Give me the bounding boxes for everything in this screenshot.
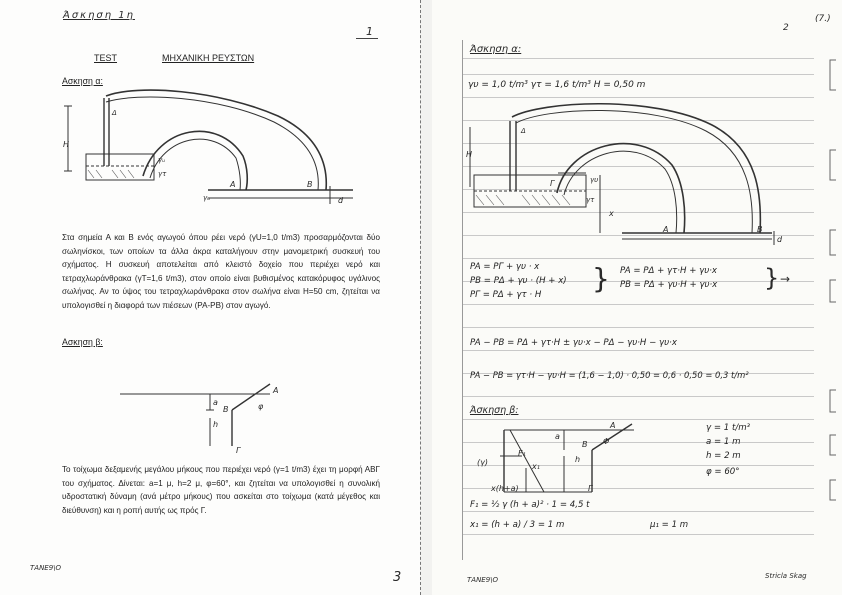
- right-footer-brand: Stricla Skag: [765, 572, 807, 580]
- exercise-a-text: Στα σημεία Α και Β ενός αγωγού όπου ρέει νερό (γU=1,0 t/m3) προσαρμόζονται δύο σωληνίσκοι, των οποίων τα άλλα άκρα καταλήγουν στην μανομετρική συσκευή του σχήματος. Η συσκευή αποτελείται από κλειστό δοχείο που περιέχει νερό και τετραχλωράνθρακα (γT=1,6 t/m3), στον οποίο είναι βυθισμένος κατακόρυφος υγάλινος σωλήνας. Αν το ύψος του τετραχλωράνθρακα στον σωλήνα είναι Η=50 cm, ζητείται να υπολογισθεί η διαφορά των πιέσεων (PA-PB) στον αγωγό.: [62, 233, 380, 310]
- ruled-line: [462, 304, 814, 305]
- subject-title: ΜΗΧΑΝΙΚΗ ΡΕΥΣΤΩΝ: [162, 53, 255, 63]
- fig-a-gamma-u-bottom: γᵤ: [203, 194, 210, 202]
- ruled-line: [462, 534, 814, 535]
- right-corner-mark: (7.): [815, 14, 831, 24]
- eq-b3: μ₁ = 1 m: [650, 520, 689, 530]
- right-exercise-b-title: Άσκηση β:: [470, 405, 519, 416]
- eq-1c: PΓ = PΔ + γτ · H: [470, 290, 542, 300]
- right-figure-b: [474, 420, 664, 510]
- fig-a-B: B: [307, 180, 313, 189]
- right-page-number: 2: [783, 23, 789, 33]
- exercise-b-text: Το τοίχωμα δεξαμενής μεγάλου μήκους που περιέχει νερό (γ=1 t/m3) έχει τη μορφή ΑΒΓ του σχήματος. Δίνεται: a=1 μ, h=2 μ, φ=60°, και ζητείται να υπολογισθεί η συνολική υδροστατική δύναμη (ανά μέτρο μήκους) που ασκείται στο τοίχωμα (κατά μέγεθος και διεύθυνση) και η ροπή αυτής ως πρός Γ.: [62, 465, 380, 515]
- fig-b-a: a: [213, 398, 218, 407]
- right-fig-b-h: h: [575, 455, 581, 464]
- eq-b2: x₁ = (h + a) / 3 = 1 m: [470, 520, 565, 530]
- given-values: γυ = 1,0 t/m³ γτ = 1,6 t/m³ H = 0,50 m: [468, 80, 646, 90]
- left-header: Άσκηση 1η: [63, 10, 135, 21]
- ruled-line: [462, 74, 814, 75]
- right-fig-delta: Δ: [521, 127, 526, 135]
- fig-b-B: B: [223, 405, 229, 414]
- left-footer: ΤΑΝΕ9\Ο: [30, 564, 62, 572]
- right-exercise-a-title: Άσκηση α:: [470, 44, 522, 55]
- right-fig-b-a: a: [555, 432, 560, 441]
- right-fig-b-G: Γ: [588, 484, 593, 493]
- arrow-icon: →: [780, 272, 791, 286]
- right-edge-marks: [822, 40, 842, 520]
- fig-b-G: Γ: [236, 446, 241, 455]
- right-fig-gamma-t: γτ: [586, 196, 595, 204]
- test-label: TEST: [94, 53, 118, 63]
- right-fig-gamma-u: γυ: [590, 176, 599, 184]
- right-fig-d: d: [777, 235, 783, 244]
- fig-b-h: h: [213, 420, 219, 429]
- right-fig-b-B: B: [582, 440, 588, 449]
- right-fig-b-A: A: [610, 421, 616, 430]
- ruled-line: [462, 327, 814, 328]
- eq-2: PA − PB = PΔ + γτ·H ± γυ·x − PΔ − γυ·H − γυ·x: [470, 338, 677, 348]
- given-b-phi: φ = 60°: [706, 467, 740, 477]
- eq-b1: F₁ = ½ γ (h + a)² · 1 = 4,5 t: [470, 500, 590, 510]
- eq-1b: PB = PΔ + γυ · (H + x): [470, 276, 567, 286]
- ruled-line: [462, 396, 814, 397]
- fig-b-phi: φ: [258, 402, 264, 411]
- right-fig-b-x1: x₁: [532, 462, 540, 471]
- exercise-b-title: Ασκηση β:: [62, 337, 103, 347]
- exercise-b-figure: [110, 376, 310, 456]
- right-fig-x: x: [609, 209, 614, 218]
- right-fig-H: H: [466, 150, 473, 159]
- right-fig-b-xha: x(h+a): [491, 484, 519, 493]
- left-page-number: 1: [366, 25, 373, 38]
- ruled-line: [462, 511, 814, 512]
- fig-a-gamma-u: γᵤ: [158, 156, 165, 164]
- brace-icon: }: [592, 262, 610, 295]
- fig-a-H: H: [63, 140, 70, 149]
- page-number-rule: [356, 38, 378, 39]
- right-footer: ΤΑΝΕ9\Ο: [467, 576, 499, 584]
- given-b-gamma: γ = 1 t/m³: [706, 423, 751, 433]
- right-figure-a: [462, 95, 792, 245]
- fig-a-d: d: [338, 196, 344, 205]
- right-fig-A: A: [663, 225, 669, 234]
- right-fig-G: Γ: [550, 179, 555, 188]
- right-fig-b-gamma: (γ): [477, 458, 488, 467]
- ruled-line: [462, 258, 814, 259]
- brace-right-icon: }: [764, 264, 780, 292]
- ruled-line: [462, 58, 814, 59]
- given-b-a: a = 1 m: [706, 437, 741, 447]
- eq-1-result-a: PA = PΔ + γτ·H + γυ·x: [620, 266, 718, 276]
- right-fig-b-phi: Φ: [603, 437, 610, 446]
- right-fig-B: B: [757, 225, 763, 234]
- fig-b-A: A: [273, 386, 279, 395]
- exercise-a-title: Ασκηση α:: [62, 76, 103, 86]
- fig-a-gamma-t: γτ: [158, 170, 167, 178]
- right-fig-b-F1: F₁: [518, 449, 526, 458]
- eq-3: PA − PB = γτ·H − γυ·H = (1,6 − 1,0) · 0,50 = 0,6 · 0,50 = 0,3 t/m²: [470, 370, 749, 380]
- fig-a-delta: Δ: [112, 109, 117, 117]
- ruled-line: [462, 350, 814, 351]
- eq-1a: PA = PΓ + γυ · x: [470, 262, 540, 272]
- fig-a-A: A: [230, 180, 236, 189]
- given-b-h: h = 2 m: [706, 451, 741, 461]
- eq-1-result-b: PB = PΔ + γυ·H + γυ·x: [620, 280, 718, 290]
- left-footer-mark: 3: [393, 570, 402, 585]
